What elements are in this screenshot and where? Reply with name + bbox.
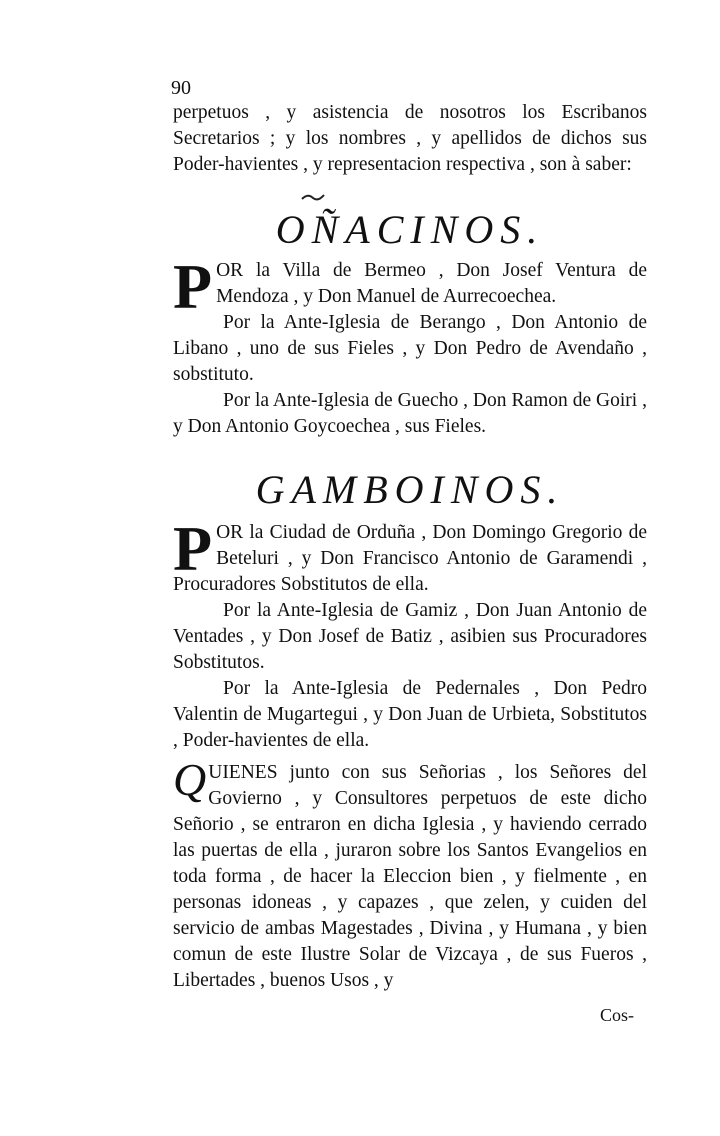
drop-cap: P: [173, 513, 213, 584]
section-onacinos: [173, 251, 647, 440]
paragraph: [173, 754, 647, 994]
paragraph-text: OR la Villa de Bermeo , Don Josef Ventura de Mendoza , y Don Manuel de Aurrecoechea.: [216, 260, 647, 307]
intro-paragraph: [173, 100, 647, 178]
paragraph-text: UIENES junto con sus Señorias , los Señores del Govierno , y Consultores perpetuos de este dicho Señorio , se entraron en dicha Iglesia , y haviendo cerrado las puertas de ella , juraron sobre los Santos Evangelios en toda forma , de hacer la Eleccion bien , y fielmente , en personas idoneas , y capazes , que zelen, y cuiden del servicio de ambas Magestades , Divina , y Humana , y bien comun de este Ilustre Solar de Vizcaya , de sus Fueros , Libertades , buenos Usos , y: [173, 762, 647, 991]
section-gamboinos: [173, 513, 647, 754]
paragraph: Por la Ante-Iglesia de Pedernales , Don Pedro Valentin de Mugartegui , y Don Juan de Urbieta, Sobstitutos , Poder-havientes de ella.: [173, 678, 647, 751]
ornament-icon: [300, 192, 326, 202]
paragraph: Por la Ante-Iglesia de Guecho , Don Ramon de Goiri , y Don Antonio Goycoechea , sus Fieles.: [173, 390, 647, 437]
section-heading-gamboinos: GAMBOINOS.: [255, 467, 565, 512]
paragraph: [173, 513, 647, 598]
intro-text: perpetuos , y asistencia de nosotros los Escribanos Secretarios ; y los nombres , y apellidos de dichos sus Poder-havientes , y representacion respectiva , son à saber:: [173, 102, 647, 175]
paragraph: Por la Ante-Iglesia de Gamiz , Don Juan Antonio de Ventades , y Don Josef de Batiz , asibien sus Procuradores Sobstitutos.: [173, 600, 647, 673]
page-number: 90: [171, 77, 191, 99]
section-heading-onacinos: OÑACINOS.: [275, 207, 545, 252]
drop-cap: Q: [173, 754, 207, 805]
paragraph-text: OR la Ciudad de Orduña , Don Domingo Gregorio de Beteluri , y Don Francisco Antonio de Garamendi , Procuradores Sobstitutos de ella.: [173, 522, 647, 595]
section-quienes: [173, 754, 647, 994]
paragraph: [173, 251, 647, 322]
catchword: Cos-: [599, 1005, 634, 1025]
drop-cap: P: [173, 251, 213, 322]
paragraph: Por la Ante-Iglesia de Berango , Don Antonio de Libano , uno de sus Fieles , y Don Pedro de Avendaño , sobstituto.: [173, 312, 647, 385]
